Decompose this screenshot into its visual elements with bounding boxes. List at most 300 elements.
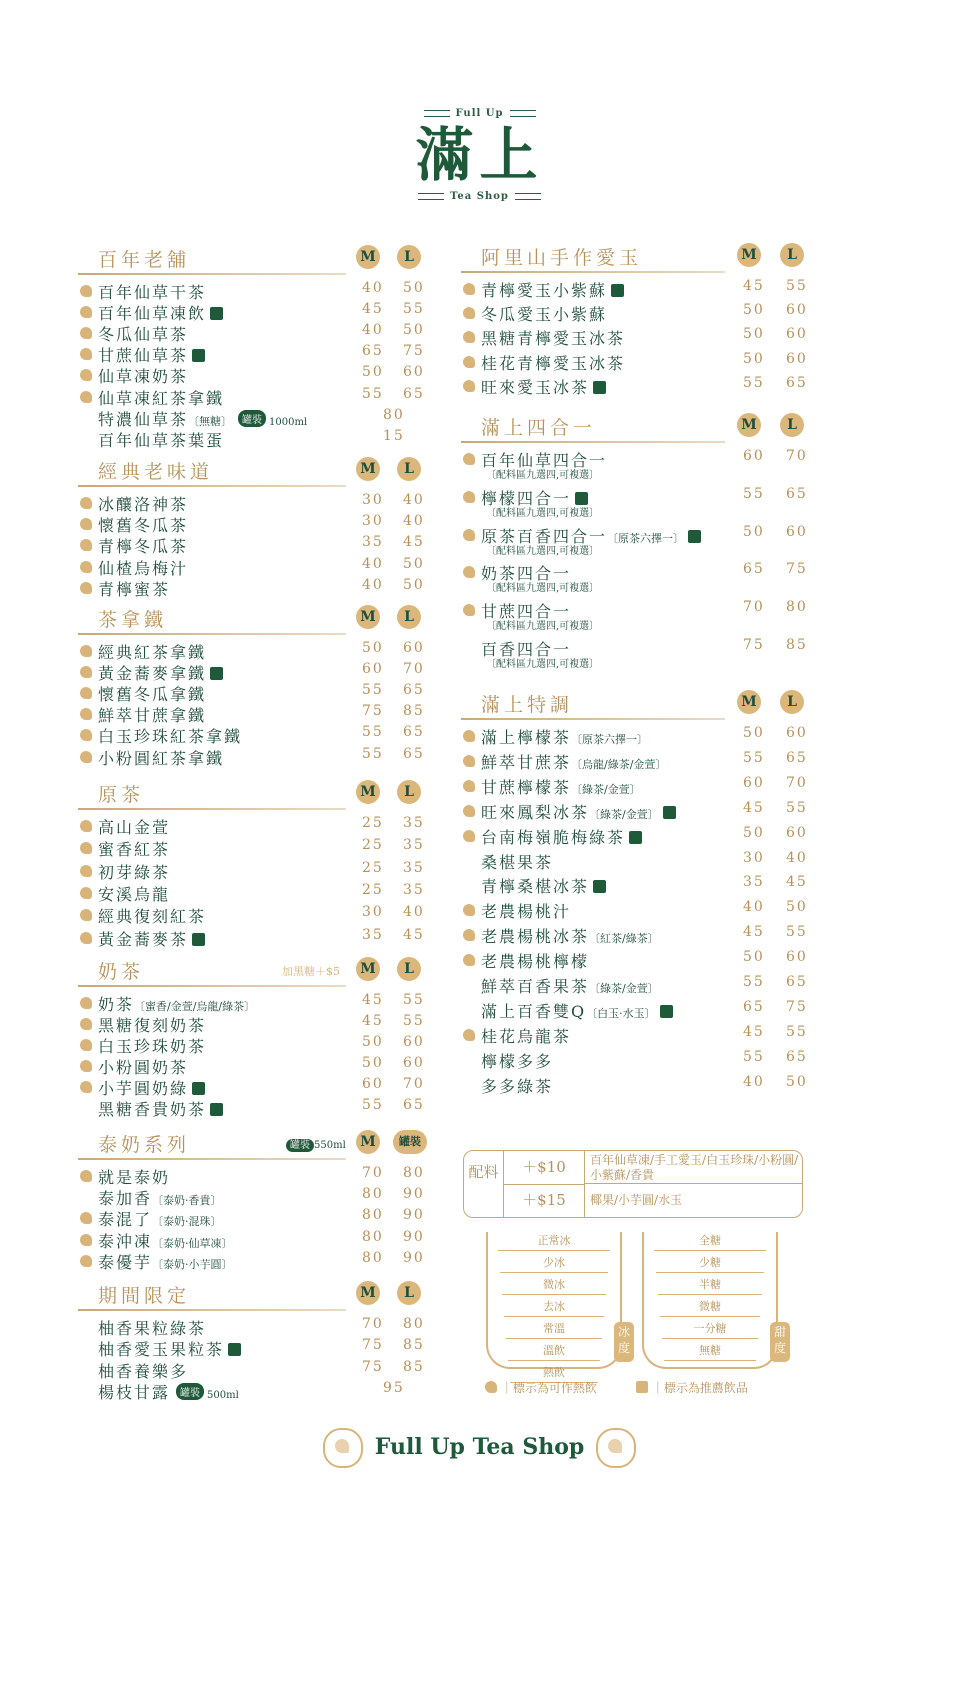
item-name-text: 經典紅茶拿鐵 bbox=[98, 643, 207, 662]
hot-drink-icon bbox=[80, 887, 92, 899]
item-name bbox=[98, 1076, 205, 1099]
hot-drink-icon bbox=[80, 932, 92, 944]
menu-item bbox=[78, 703, 438, 725]
item-name bbox=[98, 1250, 233, 1273]
item-name-text: 滿上百香雙Q bbox=[481, 1001, 587, 1021]
menu-item bbox=[78, 301, 438, 323]
can-badge: 罐裝 bbox=[238, 410, 266, 427]
item-price-l: 90 bbox=[403, 1249, 425, 1266]
thumbs-up-icon bbox=[660, 1005, 673, 1018]
item-price-l: 60 bbox=[786, 824, 808, 841]
item-name bbox=[98, 1097, 223, 1120]
item-price-l: 70 bbox=[403, 1075, 425, 1092]
item-sub-note: 〔配料區九選四,可複選〕 bbox=[486, 583, 600, 595]
menu-item bbox=[78, 815, 438, 837]
item-price-m: 65 bbox=[743, 998, 765, 1015]
thumbs-up-icon bbox=[192, 349, 205, 362]
item-price-m: 30 bbox=[743, 849, 765, 866]
item-price-m: 45 bbox=[362, 992, 384, 1008]
level-option[interactable]: 去冰 bbox=[504, 1298, 604, 1317]
section-title: 泰奶系列 bbox=[98, 1134, 191, 1156]
item-name-text: 黃金蕎麥拿鐵 bbox=[98, 664, 207, 684]
item-sub-note: 〔配料區九選四,可複選〕 bbox=[486, 621, 600, 633]
hot-drink-icon bbox=[463, 730, 475, 742]
item-price-m: 60 bbox=[362, 661, 384, 678]
item-price-l: 50 bbox=[786, 1073, 808, 1090]
menu-item bbox=[78, 1250, 438, 1272]
menu-item bbox=[461, 750, 811, 772]
item-name bbox=[98, 492, 188, 515]
item-price-l: 45 bbox=[403, 534, 425, 551]
section-divider bbox=[461, 441, 725, 443]
hot-drink-icon bbox=[463, 780, 475, 792]
item-price-m: 40 bbox=[362, 555, 384, 572]
item-price-l: 60 bbox=[786, 326, 808, 343]
menu-item bbox=[461, 974, 811, 996]
menu-item bbox=[78, 724, 438, 746]
menu-item bbox=[78, 1165, 438, 1187]
section-extra-note: 加黑糖＋$5 bbox=[282, 965, 340, 978]
menu-item bbox=[461, 949, 811, 971]
item-price-l: 60 bbox=[786, 350, 808, 367]
hot-drink-icon bbox=[80, 582, 92, 594]
section-divider bbox=[78, 273, 346, 275]
menu-section bbox=[461, 690, 811, 1096]
item-price-m: 80 bbox=[362, 1207, 384, 1224]
item-price-m: 40 bbox=[362, 576, 384, 593]
ice-level-cup bbox=[486, 1232, 630, 1379]
item-price-m: 50 bbox=[743, 302, 765, 319]
section-title: 阿里山手作愛玉 bbox=[481, 247, 643, 269]
item-name bbox=[481, 725, 648, 748]
section-title: 奶茶 bbox=[98, 961, 145, 983]
item-name bbox=[481, 750, 666, 773]
hot-drink-icon bbox=[80, 1018, 92, 1030]
item-price-l: 60 bbox=[403, 1054, 425, 1071]
size-l-pill: L bbox=[780, 243, 804, 267]
item-price-l: 60 bbox=[786, 725, 808, 741]
item-name bbox=[481, 924, 659, 947]
item-name-text: 冰釀洛神茶 bbox=[98, 495, 189, 514]
item-name bbox=[98, 927, 205, 950]
item-name bbox=[98, 1337, 241, 1360]
item-price-m: 55 bbox=[743, 374, 765, 391]
item-price-m: 50 bbox=[743, 523, 765, 540]
item-price-l: 90 bbox=[403, 1207, 425, 1224]
menu-item bbox=[78, 322, 438, 344]
hot-drink-icon bbox=[80, 391, 92, 403]
size-l-pill: L bbox=[397, 780, 421, 804]
addon-box bbox=[463, 1150, 803, 1218]
item-name-text: 黑糖香貴奶茶 bbox=[98, 1099, 207, 1119]
item-name-text: 鮮萃甘蔗茶 bbox=[481, 752, 572, 772]
item-name bbox=[98, 1034, 206, 1057]
size-m-pill: M bbox=[737, 243, 761, 267]
item-name-text: 冬瓜仙草茶 bbox=[98, 325, 189, 345]
level-option[interactable]: 熱飲 bbox=[510, 1364, 598, 1383]
item-name bbox=[98, 882, 170, 905]
thumbs-up-icon bbox=[663, 806, 676, 819]
item-name-text: 百香四合一 bbox=[481, 640, 572, 659]
item-price-m: 40 bbox=[362, 280, 384, 296]
item-name-text: 百年仙草凍飲 bbox=[98, 304, 207, 324]
item-price-m: 60 bbox=[362, 1075, 384, 1092]
item-name-text: 甘蔗檸檬茶 bbox=[481, 777, 572, 797]
item-name bbox=[98, 1229, 233, 1252]
section-title: 原茶 bbox=[98, 784, 145, 806]
item-name-text: 老農楊桃冰茶 bbox=[481, 927, 590, 947]
hot-drink-icon bbox=[80, 645, 92, 657]
hot-drink-icon bbox=[463, 604, 475, 616]
item-price-l: 65 bbox=[403, 682, 425, 699]
item-name-text: 小芋圓奶綠 bbox=[98, 1078, 189, 1098]
item-name bbox=[98, 1165, 170, 1188]
hot-drink-icon bbox=[80, 1255, 92, 1267]
item-price-m: 65 bbox=[362, 343, 384, 360]
section-header bbox=[78, 957, 438, 985]
item-note: 〔無糖〕 bbox=[188, 414, 233, 428]
addon-price-10: ＋$10 bbox=[504, 1151, 585, 1185]
item-name bbox=[98, 815, 170, 838]
item-name bbox=[481, 326, 625, 349]
item-name-text: 特濃仙草茶 bbox=[98, 409, 189, 429]
item-price-m: 75 bbox=[362, 1358, 384, 1375]
item-price-m: 50 bbox=[743, 326, 765, 343]
item-price-l: 65 bbox=[403, 1096, 425, 1113]
legend-hot: ｜標示為可作熱飲 bbox=[485, 1379, 597, 1396]
menu-item bbox=[78, 1207, 438, 1229]
item-name bbox=[98, 1013, 206, 1036]
menu-item bbox=[78, 837, 438, 859]
level-option[interactable]: 常溫 bbox=[506, 1320, 602, 1339]
section-header bbox=[78, 1281, 438, 1309]
section-header bbox=[78, 605, 438, 633]
section-header bbox=[78, 457, 438, 485]
menu-item bbox=[461, 874, 811, 896]
item-price-l: 60 bbox=[786, 302, 808, 319]
item-name bbox=[98, 364, 188, 387]
size-l-pill: L bbox=[397, 457, 421, 481]
item-price-m: 25 bbox=[362, 881, 384, 898]
item-price-l: 55 bbox=[786, 924, 808, 941]
item-price-l: 80 bbox=[403, 1316, 425, 1332]
item-name-text: 桂花青檸愛玉冰茶 bbox=[481, 353, 626, 373]
hot-drink-icon bbox=[80, 1060, 92, 1072]
menu-item bbox=[78, 661, 438, 683]
item-name bbox=[98, 1055, 188, 1078]
menu-item bbox=[78, 927, 438, 949]
item-sub-note: 〔配料區九選四,可複選〕 bbox=[486, 659, 600, 670]
menu-item bbox=[461, 775, 811, 797]
item-name bbox=[98, 322, 188, 345]
item-name bbox=[98, 577, 170, 600]
item-note: 〔原茶六擇一〕 bbox=[571, 733, 649, 746]
size-m-pill: M bbox=[356, 957, 380, 981]
item-price-l: 60 bbox=[786, 523, 808, 540]
logo-main-text: 滿上 bbox=[415, 121, 544, 189]
item-price-m: 40 bbox=[743, 1073, 765, 1090]
item-price-m: 45 bbox=[743, 1023, 765, 1040]
item-name bbox=[98, 556, 188, 579]
item-price-l: 50 bbox=[403, 280, 425, 296]
item-name-text: 冬瓜愛玉小紫蘇 bbox=[481, 305, 608, 325]
menu-item bbox=[78, 746, 438, 768]
menu-item bbox=[78, 1337, 438, 1359]
item-note: 〔綠茶/金萱〕 bbox=[589, 807, 659, 821]
section-divider bbox=[78, 633, 346, 635]
sugar-level-tag: 甜度 bbox=[770, 1322, 790, 1362]
item-note: 〔原茶六擇一〕 bbox=[607, 531, 685, 545]
menu-section bbox=[78, 605, 438, 768]
item-price-l: 60 bbox=[786, 949, 808, 966]
hot-drink-icon bbox=[463, 805, 475, 817]
item-name bbox=[98, 703, 206, 726]
item-price-l: 40 bbox=[403, 904, 425, 921]
hot-drink-icon bbox=[80, 820, 92, 832]
hot-drink-icon bbox=[463, 331, 475, 343]
hot-drink-icon bbox=[80, 751, 92, 763]
item-name bbox=[481, 351, 625, 374]
level-option[interactable]: 溫飲 bbox=[508, 1342, 600, 1361]
item-name bbox=[481, 974, 659, 997]
menu-item bbox=[78, 1316, 438, 1338]
item-price-m: 80 bbox=[362, 1228, 384, 1245]
item-price-l: 85 bbox=[786, 637, 808, 653]
section-title: 滿上四合一 bbox=[481, 417, 597, 439]
can-badge: 罐裝 bbox=[176, 1383, 204, 1400]
item-price-m: 60 bbox=[743, 774, 765, 791]
item-price-m: 50 bbox=[362, 1054, 384, 1071]
menu-item bbox=[78, 1013, 438, 1035]
item-name-text: 黑糖青檸愛玉冰茶 bbox=[481, 329, 626, 349]
thumbs-up-icon bbox=[629, 831, 642, 844]
hot-drink-icon bbox=[463, 380, 475, 392]
item-price-m: 30 bbox=[362, 492, 384, 508]
thumbs-up-icon bbox=[210, 307, 223, 320]
hot-drink-icon bbox=[80, 306, 92, 318]
item-name bbox=[98, 837, 170, 860]
item-price-m: 45 bbox=[743, 799, 765, 816]
item-name-text: 白玉珍珠紅茶拿鐵 bbox=[98, 727, 243, 747]
item-price-l: 50 bbox=[403, 555, 425, 572]
menu-item bbox=[461, 999, 811, 1021]
size-m-pill: M bbox=[737, 413, 761, 437]
item-name-text: 泰沖凍 bbox=[98, 1231, 153, 1251]
hot-drink-icon bbox=[463, 904, 475, 916]
menu-item bbox=[78, 556, 438, 578]
item-name bbox=[98, 280, 206, 303]
item-price-m: 70 bbox=[362, 1316, 384, 1332]
item-price-m: 45 bbox=[362, 1012, 384, 1029]
item-price-m: 50 bbox=[743, 725, 765, 741]
item-name bbox=[481, 874, 606, 897]
item-name bbox=[481, 375, 606, 398]
item-price-l: 45 bbox=[403, 926, 425, 943]
item-price-l: 65 bbox=[403, 724, 425, 741]
hot-drink-icon bbox=[463, 491, 475, 503]
menu-item bbox=[461, 725, 811, 747]
item-name bbox=[98, 746, 224, 769]
item-name-text: 懷舊冬瓜拿鐵 bbox=[98, 685, 207, 705]
hot-drink-icon bbox=[485, 1381, 497, 1393]
menu-item bbox=[78, 343, 438, 365]
item-price: 80 bbox=[383, 406, 405, 423]
menu-item bbox=[78, 1076, 438, 1098]
size-m-pill: M bbox=[356, 245, 380, 269]
item-price-m: 30 bbox=[362, 904, 384, 921]
hot-drink-icon bbox=[80, 666, 92, 678]
menu-item bbox=[78, 1034, 438, 1056]
size-l-pill: L bbox=[397, 245, 421, 269]
item-note: 〔泰奶·香貴〕 bbox=[152, 1194, 222, 1208]
menu-item bbox=[461, 850, 811, 872]
item-name-text: 甘蔗仙草茶 bbox=[98, 346, 189, 366]
hot-drink-icon bbox=[80, 708, 92, 720]
section-header bbox=[461, 413, 811, 441]
item-price-m: 55 bbox=[362, 682, 384, 699]
item-note: 〔泰奶·小芋圓〕 bbox=[152, 1257, 233, 1271]
legend-rec-text: 標示為推薦飲品 bbox=[663, 1381, 748, 1395]
item-name-text: 仙草凍紅茶拿鐵 bbox=[98, 388, 225, 408]
item-price-l: 65 bbox=[403, 745, 425, 762]
section-header bbox=[461, 690, 811, 718]
item-price-m: 55 bbox=[743, 974, 765, 990]
hot-drink-icon bbox=[463, 307, 475, 319]
hot-drink-icon bbox=[463, 929, 475, 941]
level-option[interactable]: 半糖 bbox=[658, 1276, 762, 1295]
item-note: 〔白玉·水玉〕 bbox=[586, 1006, 656, 1020]
logo-top-text: Full Up bbox=[0, 108, 959, 119]
level-option[interactable]: 微糖 bbox=[660, 1298, 760, 1317]
item-name-text: 甘蔗四合一 bbox=[481, 602, 572, 622]
item-price-m: 35 bbox=[362, 534, 384, 551]
thumbs-up-icon bbox=[593, 880, 606, 893]
footer bbox=[0, 1428, 959, 1468]
hot-drink-icon bbox=[80, 865, 92, 877]
item-price-m: 55 bbox=[743, 1048, 765, 1065]
item-price-l: 35 bbox=[403, 881, 425, 898]
item-price-m: 55 bbox=[743, 749, 765, 766]
item-name-text: 原茶百香四合一 bbox=[481, 526, 608, 546]
item-name bbox=[98, 513, 188, 536]
level-option[interactable]: 全糖 bbox=[654, 1232, 766, 1251]
menu-section bbox=[461, 243, 811, 397]
item-price-m: 50 bbox=[362, 364, 384, 381]
menu-item bbox=[78, 577, 438, 599]
addon-items-15: 椰果/小芋圓/水玉 bbox=[590, 1193, 683, 1207]
level-option[interactable]: 微冰 bbox=[502, 1276, 606, 1295]
can-volume: 500ml bbox=[207, 1389, 239, 1401]
item-name-text: 檸檬多多 bbox=[481, 1051, 554, 1071]
item-name-text: 小粉圓奶茶 bbox=[98, 1057, 189, 1077]
item-name-text: 旺來愛玉冰茶 bbox=[481, 377, 590, 397]
item-note: 〔烏龍/綠茶/金萱〕 bbox=[571, 757, 667, 771]
item-name bbox=[98, 534, 188, 557]
item-name-text: 百年仙草茶葉蛋 bbox=[98, 430, 225, 450]
item-name-text: 安溪烏龍 bbox=[98, 884, 171, 904]
item-price-m: 55 bbox=[362, 1096, 384, 1113]
level-option[interactable]: 正常冰 bbox=[498, 1232, 610, 1251]
item-name bbox=[481, 999, 673, 1022]
item-price-m: 35 bbox=[743, 874, 765, 891]
item-price-l: 50 bbox=[403, 576, 425, 593]
item-price-l: 80 bbox=[786, 599, 808, 616]
item-name bbox=[98, 428, 224, 451]
item-name bbox=[481, 1074, 553, 1097]
size-m-pill: M bbox=[356, 457, 380, 481]
size-l-pill: 罐裝 bbox=[393, 1130, 427, 1154]
item-name bbox=[481, 850, 553, 873]
item-price-l: 45 bbox=[786, 874, 808, 891]
item-name bbox=[481, 302, 607, 325]
item-note: 〔綠茶/金萱〕 bbox=[589, 982, 659, 995]
item-name-text: 小粉圓紅茶拿鐵 bbox=[98, 748, 225, 768]
item-name bbox=[98, 1186, 222, 1209]
level-option[interactable]: 一分糖 bbox=[662, 1320, 758, 1339]
item-price-l: 70 bbox=[786, 774, 808, 791]
level-option[interactable]: 少糖 bbox=[656, 1254, 764, 1273]
menu-item bbox=[461, 1024, 811, 1046]
item-name bbox=[98, 724, 242, 747]
size-l-pill: L bbox=[780, 413, 804, 437]
item-price-l: 35 bbox=[403, 815, 425, 831]
item-sub-note: 〔配料區九選四,可複選〕 bbox=[486, 470, 600, 481]
item-price-m: 25 bbox=[362, 815, 384, 831]
item-name bbox=[98, 860, 170, 883]
item-price-m: 45 bbox=[743, 924, 765, 941]
thumbs-up-icon bbox=[210, 667, 223, 680]
thumbs-up-icon bbox=[688, 530, 701, 543]
menu-item bbox=[461, 351, 811, 373]
menu-section bbox=[78, 1130, 438, 1272]
menu-section bbox=[78, 957, 438, 1119]
item-price-l: 75 bbox=[786, 998, 808, 1015]
section-header bbox=[78, 780, 438, 808]
item-price-l: 90 bbox=[403, 1186, 425, 1203]
item-name-text: 百年仙草干茶 bbox=[98, 283, 207, 302]
size-l-pill: L bbox=[397, 957, 421, 981]
item-price-m: 50 bbox=[743, 350, 765, 367]
hot-drink-icon bbox=[80, 561, 92, 573]
item-note: 〔紅茶/綠茶〕 bbox=[589, 932, 659, 946]
item-name-text: 青檸桑椹冰茶 bbox=[481, 877, 590, 897]
item-price-m: 80 bbox=[362, 1249, 384, 1266]
section-divider bbox=[78, 1158, 346, 1160]
item-note: 〔泰奶·混珠〕 bbox=[152, 1215, 222, 1229]
menu-item bbox=[78, 640, 438, 662]
item-price-m: 65 bbox=[743, 561, 765, 578]
section-title: 茶拿鐵 bbox=[98, 609, 168, 631]
item-price-m: 40 bbox=[362, 322, 384, 339]
item-note: 〔泰奶·仙草凍〕 bbox=[152, 1236, 233, 1250]
level-option[interactable]: 無糖 bbox=[664, 1342, 756, 1361]
level-option[interactable]: 少冰 bbox=[500, 1254, 608, 1273]
item-name-text: 老農楊桃汁 bbox=[481, 902, 572, 922]
menu-item bbox=[78, 1186, 438, 1208]
section-divider bbox=[78, 985, 346, 987]
section-can-note bbox=[286, 1136, 346, 1151]
item-name-text: 台南梅嶺脆梅綠茶 bbox=[481, 827, 626, 847]
hot-drink-icon bbox=[80, 369, 92, 381]
item-name-text: 泰加香 bbox=[98, 1189, 153, 1209]
item-name bbox=[98, 386, 224, 409]
item-name bbox=[481, 278, 624, 301]
item-price-m: 50 bbox=[362, 640, 384, 656]
section-header bbox=[461, 243, 811, 271]
can-volume: 550ml bbox=[314, 1140, 346, 1151]
section-divider bbox=[461, 718, 725, 720]
item-price-m: 50 bbox=[743, 949, 765, 966]
